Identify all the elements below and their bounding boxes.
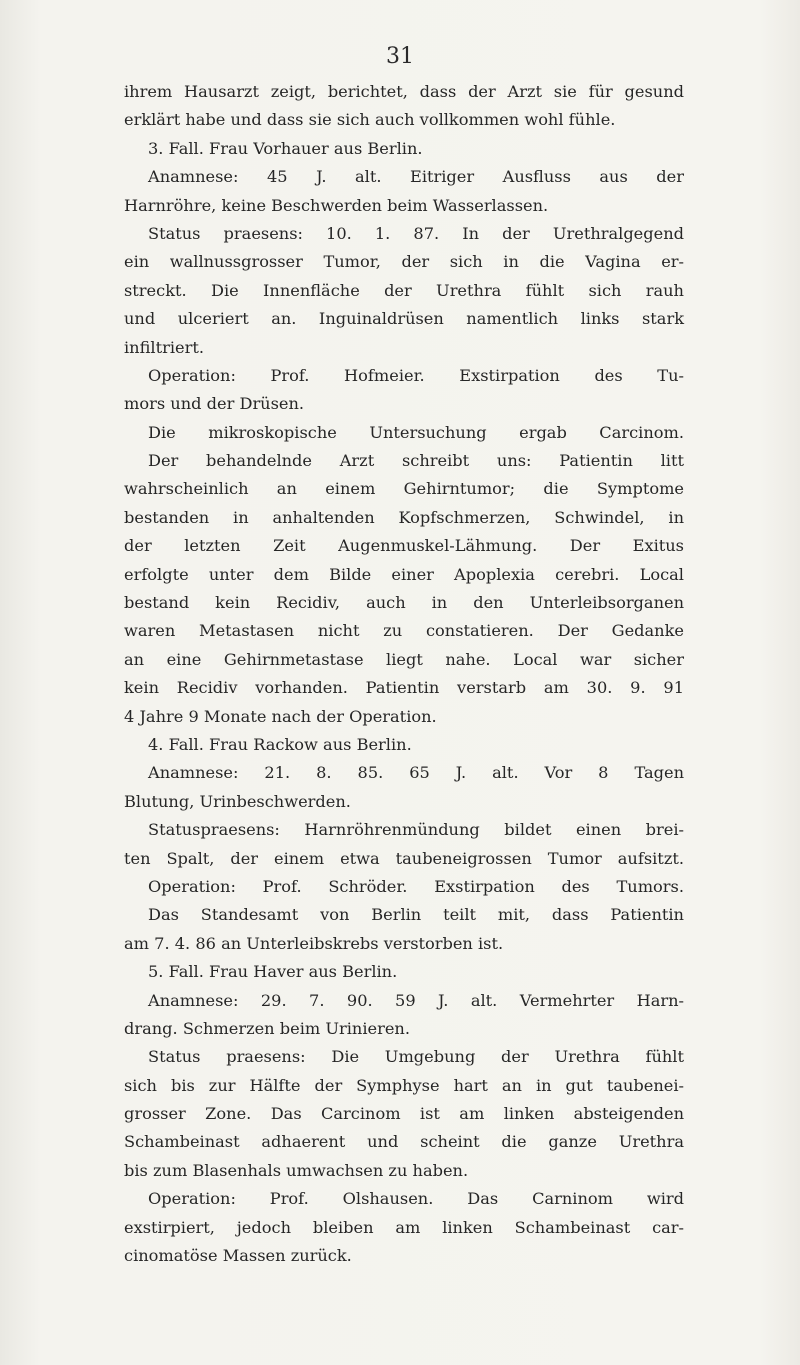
text-line: Anamnese: 45 J. alt. Eitriger Ausfluss aus der [148,167,684,187]
text-line: infiltriert. [124,337,204,357]
body-text [124,78,684,1270]
text-line: Statuspraesens: Harnröhrenmündung bildet einen brei- [148,820,684,840]
text-line: an eine Gehirnmetastase liegt nahe. Local war sicher [124,649,684,669]
text-line: exstirpiert, jedoch bleiben am linken Schambeinast car- [124,1217,684,1237]
text-line: bestand kein Recidiv, auch in den Unterleibsorganen [124,593,684,613]
text-line: Status praesens: 10. 1. 87. In der Urethralgegend [148,223,684,243]
text-line: ihrem Hausarzt zeigt, berichtet, dass der Arzt sie für gesund [124,82,684,101]
text-line: 4 Jahre 9 Monate nach der Operation. [124,706,437,726]
text-line: Der behandelnde Arzt schreibt uns: Patientin litt [148,451,684,471]
text-line: der letzten Zeit Augenmuskel-Lähmung. Der Exitus [124,536,684,556]
text-line: Operation: Prof. Hofmeier. Exstirpation des Tu- [148,365,684,385]
text-line: bis zum Blasenhals umwachsen zu haben. [124,1160,469,1180]
text-line: 3. Fall. Frau Vorhauer aus Berlin. [148,138,423,158]
text-line: Anamnese: 29. 7. 90. 59 J. alt. Vermehrter Harn- [148,990,684,1010]
text-line: am 7. 4. 86 an Unterleibskrebs verstorben ist. [124,933,504,953]
text-line: wahrscheinlich an einem Gehirntumor; die Symptome [124,479,684,499]
text-line: Operation: Prof. Schröder. Exstirpation des Tumors. [148,876,684,896]
text-line: erfolgte unter dem Bilde einer Apoplexia cerebri. Local [124,564,684,584]
text-line: Operation: Prof. Olshausen. Das Carninom wird [148,1189,684,1209]
text-line: sich bis zur Hälfte der Symphyse hart an in gut taubenei- [124,1075,684,1095]
text-line: Anamnese: 21. 8. 85. 65 J. alt. Vor 8 Tagen [148,763,684,783]
text-line: ten Spalt, der einem etwa taubeneigrossen Tumor aufsitzt. [124,848,684,868]
text-line: bestanden in anhaltenden Kopfschmerzen, Schwindel, in [124,507,684,527]
text-line: ein wallnussgrosser Tumor, der sich in die Vagina er- [124,252,684,272]
text-line: streckt. Die Innenfläche der Urethra fühlt sich rauh [124,280,684,300]
text-line: Das Standesamt von Berlin teilt mit, dass Patientin [148,905,684,925]
text-line: drang. Schmerzen beim Urinieren. [124,1018,411,1038]
text-line: waren Metastasen nicht zu constatieren. Der Gedanke [124,621,684,641]
text-line: cinomatöse Massen zurück. [124,1246,352,1266]
text-line: Blutung, Urinbeschwerden. [124,791,351,811]
text-line: Die mikroskopische Untersuchung ergab Carcinom. [148,422,684,442]
text-line: und ulceriert an. Inguinaldrüsen namentlich links stark [124,309,684,329]
text-line: Status praesens: Die Umgebung der Urethra fühlt [148,1047,684,1067]
text-line: kein Recidiv vorhanden. Patientin verstarb am 30. 9. 91 [124,678,684,698]
text-line: 5. Fall. Frau Haver aus Berlin. [148,962,398,982]
text-line: grosser Zone. Das Carcinom ist am linken absteigenden [124,1104,684,1124]
page-number: 31 [386,44,414,69]
text-line: 4. Fall. Frau Rackow aus Berlin. [148,734,412,754]
text-line: Harnröhre, keine Beschwerden beim Wasserlassen. [124,195,549,215]
text-line: erklärt habe und dass sie sich auch vollkommen wohl fühle. [124,110,616,130]
text-line: mors und der Drüsen. [124,394,305,414]
text-line: Schambeinast adhaerent und scheint die ganze Urethra [124,1132,684,1152]
